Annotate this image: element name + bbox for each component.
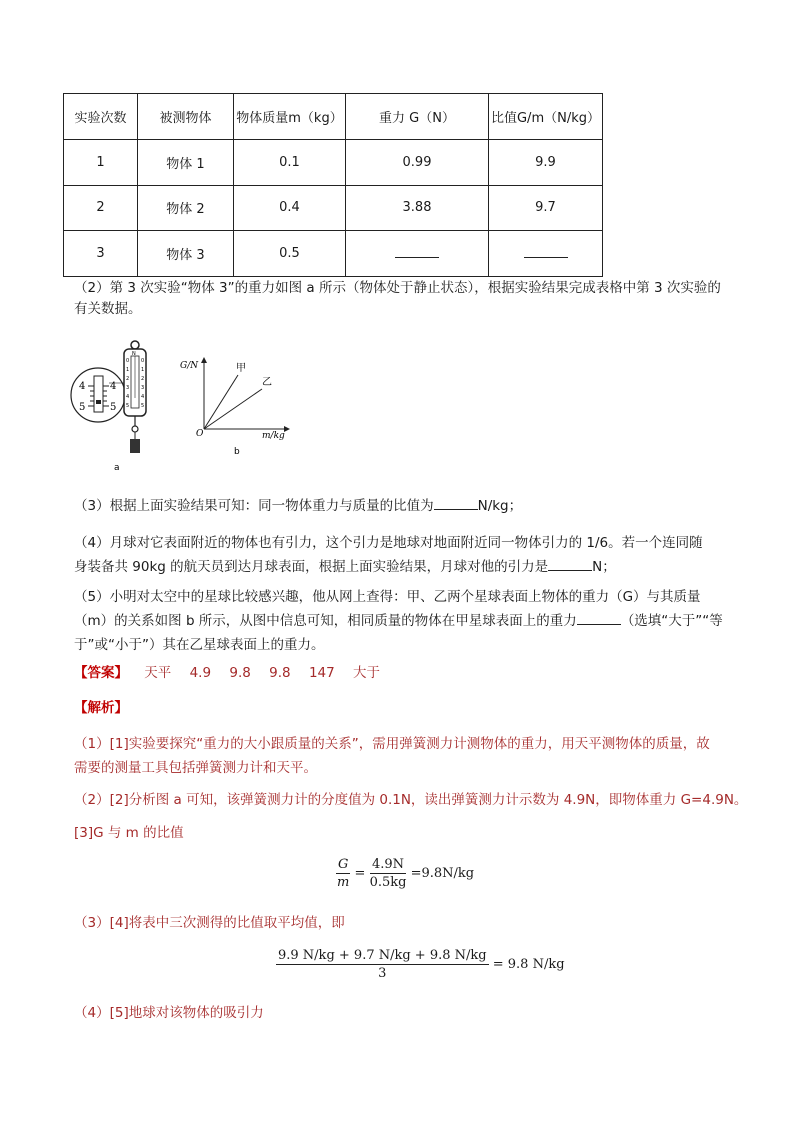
analysis-part4: （3）[4]将表中三次测得的比值取平均值，即: [74, 915, 345, 931]
formula-average: [276, 948, 565, 981]
answer-item: 4.9: [189, 665, 212, 681]
graph-origin: O: [196, 429, 204, 439]
answer-blank: [524, 245, 568, 258]
zoom-label: 5: [110, 402, 117, 413]
analysis-part2: （2）[2]分析图 a 可知，该弹簧测力计的分度值为 0.1N，读出弹簧测力计示数为 4.9N，即物体重力 G=4.9N。: [74, 792, 748, 808]
answer-blank: [548, 557, 592, 571]
question-4-line2: 身装备共 90kg 的航天员到达月球表面，根据上面实验结果，月球对他的引力是: [74, 559, 549, 575]
question-5-line2-end: （选填“大于”“等: [620, 613, 723, 629]
question-4: [74, 531, 734, 579]
fraction-denominator: m: [337, 875, 350, 890]
question-3-unit: N/kg；: [477, 498, 523, 514]
hanging-weight: [130, 439, 140, 453]
answer-blank: [395, 245, 439, 258]
table-cell: 3: [64, 231, 138, 277]
question-4-line1: （4）月球对它表面附近的物体也有引力，这个引力是地球对地面附近同一物体引力的 1/6。若一个连同随: [74, 535, 703, 551]
zoom-label: 5: [79, 402, 86, 413]
scale-number: 2: [126, 376, 130, 382]
fraction-values: [370, 857, 407, 890]
table-cell: 0.1: [234, 139, 346, 185]
table-cell: 1: [64, 139, 138, 185]
answer-item: 大于: [353, 665, 381, 681]
line-yi: [204, 389, 262, 429]
spring-scale-figure: [68, 338, 168, 474]
line-jia: [204, 375, 238, 429]
analysis-part3: [3]G 与 m 的比值: [74, 825, 184, 841]
g-m-graph: [178, 355, 293, 457]
scale-number: 3: [141, 385, 145, 391]
question-4-unit: N；: [592, 559, 616, 575]
scale-unit-label: N: [132, 351, 136, 357]
table-header-row: [64, 94, 603, 140]
answer-item: 天平: [144, 665, 172, 681]
table-cell: 物体 3: [138, 231, 234, 277]
scale-number: 2: [141, 376, 145, 382]
question-3-text: （3）根据上面实验结果可知：同一物体重力与质量的比值为: [74, 498, 434, 514]
analysis-label: 【解析】: [74, 700, 128, 716]
zoom-label: 4: [110, 381, 117, 392]
table-header: 重力 G（N）: [346, 94, 489, 140]
fraction-g-over-m: [336, 857, 350, 890]
formula-result: = 9.8 N/kg: [492, 957, 565, 972]
answer-line: [74, 663, 734, 684]
figure-b-label: b: [234, 447, 240, 457]
graph-y-label: G/N: [180, 361, 199, 371]
answer-item: 9.8: [229, 665, 251, 681]
formula-ratio: $\frac{G}{m}$ = $\frac{4.9N}{0.5kg}$ =9.8N/kg: [337, 857, 475, 890]
table-cell: 0.99: [346, 139, 489, 185]
question-2-line2: 有关数据。: [74, 301, 142, 317]
formula-result: =9.8N/kg: [410, 866, 475, 881]
scale-number: 1: [126, 367, 130, 373]
table-row: [64, 231, 603, 277]
scale-number: 3: [126, 385, 130, 391]
scale-number: 0: [126, 358, 130, 364]
answer-label: 【答案】: [74, 665, 128, 681]
table-cell: 9.7: [489, 185, 603, 231]
fraction-denominator: 3: [378, 966, 387, 981]
scale-number: 5: [126, 403, 130, 409]
figure-a-label: a: [114, 463, 120, 473]
table-header: 实验次数: [64, 94, 138, 140]
table-cell: 物体 1: [138, 139, 234, 185]
table-cell: 2: [64, 185, 138, 231]
table-cell-blank: [346, 231, 489, 277]
graph-x-label: m/kg: [262, 431, 285, 441]
question-5-line1: （5）小明对太空中的星球比较感兴趣，他从网上查得：甲、乙两个星球表面上物体的重力（G）与其质量: [74, 589, 701, 605]
scale-number: 4: [126, 394, 130, 400]
fraction-numerator: 4.9N: [370, 857, 407, 874]
analysis-part1: [74, 732, 734, 780]
table-cell-blank: [489, 231, 603, 277]
line-yi-label: 乙: [262, 377, 272, 388]
table-row: [64, 185, 603, 231]
answer-blank: [434, 496, 478, 510]
question-2-line1: （2）第 3 次实验“物体 3”的重力如图 a 所示（物体处于静止状态），根据实验结果完成表格中第 3 次实验的: [74, 280, 721, 296]
answer-item: 9.8: [269, 665, 291, 681]
question-5: [74, 585, 734, 657]
line-jia-label: 甲: [236, 363, 246, 374]
answer-item: 147: [308, 665, 335, 681]
scale-number: 0: [141, 358, 145, 364]
experiment-table: [63, 93, 603, 277]
fraction-numerator: 9.9 N/kg + 9.7 N/kg + 9.8 N/kg: [278, 948, 487, 963]
question-5-line2: （m）的关系如图 b 所示，从图中信息可知，相同质量的物体在甲星球表面上的重力: [74, 613, 577, 629]
question-3: [74, 496, 734, 517]
fraction-numerator: G: [338, 857, 349, 872]
scale-number: 1: [141, 367, 145, 373]
table-header: 被测物体: [138, 94, 234, 140]
table-cell: 0.5: [234, 231, 346, 277]
fraction-denominator: 0.5kg: [369, 875, 407, 890]
analysis-part1-line2: 需要的测量工具包括弹簧测力计和天平。: [74, 760, 317, 776]
answer-blank: [577, 611, 621, 625]
table-cell: 0.4: [234, 185, 346, 231]
table-header: 物体质量m（kg）: [234, 94, 346, 140]
table-cell: 9.9: [489, 139, 603, 185]
question-5-line3: 于”或“小于”）其在乙星球表面上的重力。: [74, 637, 325, 653]
table-row: [64, 139, 603, 185]
zoom-label: 4: [79, 381, 86, 392]
scale-number: 4: [141, 394, 145, 400]
analysis-part1-line1: （1）[1]实验要探究“重力的大小跟质量的关系”，需用弹簧测力计测物体的重力，用天平测物体的质量，故: [74, 736, 710, 752]
question-2: [74, 278, 734, 320]
analysis-part5: （4）[5]地球对该物体的吸引力: [74, 1005, 264, 1021]
table-header: 比值G/m（N/kg）: [489, 94, 603, 140]
fraction-average: [276, 948, 489, 981]
table-cell: 3.88: [346, 185, 489, 231]
scale-number: 5: [141, 403, 145, 409]
table-cell: 物体 2: [138, 185, 234, 231]
